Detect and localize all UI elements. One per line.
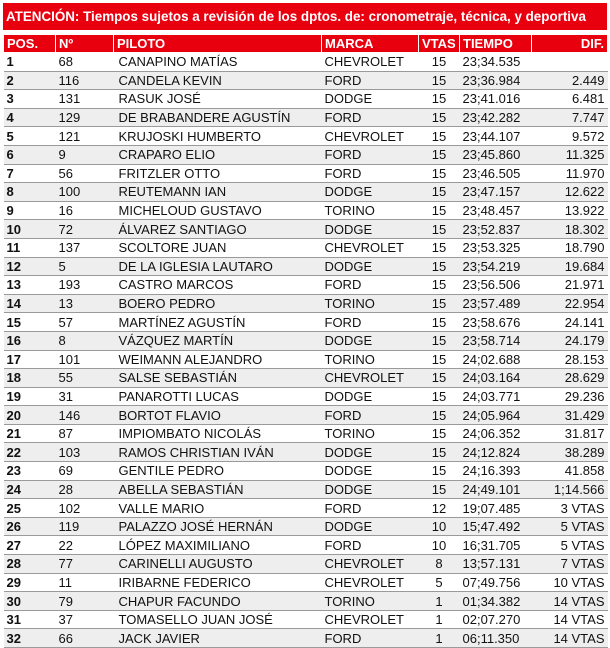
cell-num: 11 [56,573,114,592]
table-row [4,108,608,127]
cell-piloto: VÁZQUEZ MARTÍN [114,331,322,350]
cell-marca: DODGE [322,220,419,239]
cell-vtas: 15 [419,201,460,220]
cell-vtas: 15 [419,387,460,406]
cell-tiempo: 19;07.485 [460,499,532,518]
cell-tiempo: 01;34.382 [460,592,532,611]
cell-num: 37 [56,610,114,629]
cell-marca: CHEVROLET [322,555,419,574]
cell-vtas: 1 [419,629,460,648]
cell-piloto: BOERO PEDRO [114,294,322,313]
cell-pos: 32 [4,629,56,648]
table-row [4,145,608,164]
cell-tiempo: 23;47.157 [460,183,532,202]
cell-marca: CHEVROLET [322,127,419,146]
cell-tiempo: 13;57.131 [460,555,532,574]
cell-pos: 8 [4,183,56,202]
cell-piloto: KRUJOSKI HUMBERTO [114,127,322,146]
cell-tiempo: 24;49.101 [460,480,532,499]
cell-piloto: DE BRABANDERE AGUSTÍN [114,108,322,127]
cell-piloto: PANAROTTI LUCAS [114,387,322,406]
header-piloto: PILOTO [114,35,322,53]
cell-num: 68 [56,53,114,72]
cell-marca: TORINO [322,592,419,611]
cell-num: 69 [56,462,114,481]
cell-marca: DODGE [322,331,419,350]
cell-num: 102 [56,499,114,518]
cell-num: 22 [56,536,114,555]
cell-vtas: 15 [419,71,460,90]
cell-vtas: 15 [419,220,460,239]
results-sheet [3,0,607,648]
cell-piloto: LÓPEZ MAXIMILIANO [114,536,322,555]
cell-vtas: 15 [419,238,460,257]
cell-pos: 29 [4,573,56,592]
cell-piloto: TOMASELLO JUAN JOSÉ [114,610,322,629]
cell-marca: FORD [322,145,419,164]
table-row [4,350,608,369]
table-row [4,610,608,629]
cell-vtas: 15 [419,164,460,183]
cell-dif: 3 VTAS [532,499,608,518]
cell-dif: 12.622 [532,183,608,202]
cell-marca: TORINO [322,424,419,443]
cell-marca: TORINO [322,294,419,313]
cell-piloto: WEIMANN ALEJANDRO [114,350,322,369]
cell-num: 137 [56,238,114,257]
cell-num: 87 [56,424,114,443]
cell-marca: DODGE [322,183,419,202]
cell-dif: 11.325 [532,145,608,164]
cell-marca: FORD [322,108,419,127]
cell-pos: 7 [4,164,56,183]
cell-marca: FORD [322,313,419,332]
cell-tiempo: 23;36.984 [460,71,532,90]
cell-pos: 21 [4,424,56,443]
cell-tiempo: 23;53.325 [460,238,532,257]
cell-vtas: 15 [419,424,460,443]
cell-pos: 16 [4,331,56,350]
cell-piloto: ÁLVAREZ SANTIAGO [114,220,322,239]
cell-tiempo: 23;52.837 [460,220,532,239]
cell-dif: 38.289 [532,443,608,462]
table-row [4,406,608,425]
cell-tiempo: 23;58.676 [460,313,532,332]
cell-dif: 6.481 [532,90,608,109]
cell-pos: 31 [4,610,56,629]
cell-tiempo: 15;47.492 [460,517,532,536]
cell-pos: 19 [4,387,56,406]
cell-dif: 28.153 [532,350,608,369]
cell-num: 77 [56,555,114,574]
cell-vtas: 15 [419,145,460,164]
table-row [4,480,608,499]
cell-marca: FORD [322,629,419,648]
cell-dif: 14 VTAS [532,592,608,611]
cell-pos: 2 [4,71,56,90]
cell-tiempo: 23;46.505 [460,164,532,183]
cell-pos: 26 [4,517,56,536]
cell-tiempo: 24;06.352 [460,424,532,443]
table-row [4,90,608,109]
cell-num: 28 [56,480,114,499]
cell-vtas: 1 [419,592,460,611]
table-row [4,53,608,72]
cell-dif: 22.954 [532,294,608,313]
cell-num: 16 [56,201,114,220]
cell-num: 5 [56,257,114,276]
cell-tiempo: 23;41.016 [460,90,532,109]
cell-vtas: 15 [419,294,460,313]
cell-piloto: SALSE SEBASTIÁN [114,369,322,388]
cell-piloto: CANDELA KEVIN [114,71,322,90]
cell-num: 72 [56,220,114,239]
cell-num: 103 [56,443,114,462]
cell-pos: 10 [4,220,56,239]
cell-dif: 31.429 [532,406,608,425]
cell-marca: DODGE [322,517,419,536]
table-row [4,276,608,295]
cell-vtas: 1 [419,610,460,629]
cell-pos: 30 [4,592,56,611]
cell-marca: DODGE [322,443,419,462]
header-pos: POS. [4,35,56,53]
cell-num: 9 [56,145,114,164]
table-row [4,517,608,536]
cell-num: 100 [56,183,114,202]
cell-marca: FORD [322,499,419,518]
table-row [4,257,608,276]
cell-num: 79 [56,592,114,611]
cell-num: 119 [56,517,114,536]
cell-piloto: CHAPUR FACUNDO [114,592,322,611]
table-row [4,183,608,202]
cell-piloto: JACK JAVIER [114,629,322,648]
cell-marca: CHEVROLET [322,369,419,388]
cell-num: 101 [56,350,114,369]
cell-piloto: BORTOT FLAVIO [114,406,322,425]
table-row [4,536,608,555]
cell-tiempo: 23;56.506 [460,276,532,295]
cell-pos: 1 [4,53,56,72]
cell-marca: CHEVROLET [322,573,419,592]
table-body [4,53,608,648]
cell-tiempo: 24;16.393 [460,462,532,481]
cell-marca: DODGE [322,480,419,499]
cell-vtas: 15 [419,276,460,295]
cell-marca: FORD [322,536,419,555]
cell-tiempo: 23;34.535 [460,53,532,72]
cell-marca: DODGE [322,387,419,406]
cell-marca: DODGE [322,90,419,109]
table-row [4,201,608,220]
cell-vtas: 15 [419,90,460,109]
cell-vtas: 15 [419,183,460,202]
cell-num: 121 [56,127,114,146]
cell-vtas: 12 [419,499,460,518]
cell-piloto: VALLE MARIO [114,499,322,518]
cell-dif: 18.302 [532,220,608,239]
cell-pos: 3 [4,90,56,109]
cell-marca: FORD [322,276,419,295]
cell-dif: 10 VTAS [532,573,608,592]
cell-tiempo: 24;03.771 [460,387,532,406]
cell-num: 31 [56,387,114,406]
cell-vtas: 15 [419,406,460,425]
cell-vtas: 15 [419,53,460,72]
cell-num: 13 [56,294,114,313]
cell-dif: 1;14.566 [532,480,608,499]
cell-tiempo: 07;49.756 [460,573,532,592]
table-row [4,462,608,481]
cell-num: 56 [56,164,114,183]
cell-vtas: 15 [419,108,460,127]
cell-num: 57 [56,313,114,332]
cell-tiempo: 06;11.350 [460,629,532,648]
cell-tiempo: 24;05.964 [460,406,532,425]
cell-vtas: 15 [419,443,460,462]
table-row [4,629,608,648]
cell-piloto: CARINELLI AUGUSTO [114,555,322,574]
header-marca: MARCA [322,35,419,53]
table-row [4,127,608,146]
table-row [4,573,608,592]
cell-pos: 11 [4,238,56,257]
cell-pos: 9 [4,201,56,220]
cell-piloto: CANAPINO MATÍAS [114,53,322,72]
cell-dif: 14 VTAS [532,629,608,648]
cell-piloto: IMPIOMBATO NICOLÁS [114,424,322,443]
cell-pos: 5 [4,127,56,146]
cell-pos: 15 [4,313,56,332]
cell-vtas: 15 [419,257,460,276]
cell-tiempo: 23;57.489 [460,294,532,313]
cell-piloto: REUTEMANN IAN [114,183,322,202]
cell-marca: FORD [322,71,419,90]
table-row [4,71,608,90]
cell-vtas: 15 [419,462,460,481]
cell-dif: 24.179 [532,331,608,350]
cell-vtas: 15 [419,331,460,350]
table-row [4,164,608,183]
cell-piloto: RASUK JOSÉ [114,90,322,109]
cell-pos: 27 [4,536,56,555]
cell-pos: 22 [4,443,56,462]
cell-marca: FORD [322,164,419,183]
table-row [4,592,608,611]
table-row [4,424,608,443]
cell-dif: 14 VTAS [532,610,608,629]
cell-piloto: RAMOS CHRISTIAN IVÁN [114,443,322,462]
cell-tiempo: 24;02.688 [460,350,532,369]
cell-marca: TORINO [322,201,419,220]
cell-pos: 14 [4,294,56,313]
cell-piloto: SCOLTORE JUAN [114,238,322,257]
cell-pos: 6 [4,145,56,164]
cell-vtas: 15 [419,127,460,146]
cell-num: 116 [56,71,114,90]
cell-piloto: IRIBARNE FEDERICO [114,573,322,592]
cell-pos: 24 [4,480,56,499]
cell-dif: 19.684 [532,257,608,276]
cell-piloto: DE LA IGLESIA LAUTARO [114,257,322,276]
cell-num: 55 [56,369,114,388]
cell-pos: 20 [4,406,56,425]
cell-num: 66 [56,629,114,648]
header-tiempo: TIEMPO [460,35,532,53]
cell-marca: DODGE [322,257,419,276]
cell-pos: 13 [4,276,56,295]
cell-dif: 5 VTAS [532,536,608,555]
cell-num: 129 [56,108,114,127]
cell-vtas: 5 [419,573,460,592]
cell-tiempo: 23;45.860 [460,145,532,164]
cell-tiempo: 24;03.164 [460,369,532,388]
cell-marca: CHEVROLET [322,53,419,72]
cell-piloto: MICHELOUD GUSTAVO [114,201,322,220]
cell-vtas: 15 [419,313,460,332]
table-header [4,35,608,53]
cell-marca: DODGE [322,462,419,481]
header-dif: DIF. [532,35,608,53]
cell-dif: 29.236 [532,387,608,406]
header-row [4,35,608,53]
cell-dif: 24.141 [532,313,608,332]
cell-pos: 28 [4,555,56,574]
revision-notice: ATENCIÓN: Tiempos sujetos a revisión de los dptos. de: cronometraje, técnica, y deportiva [3,3,607,30]
cell-dif: 31.817 [532,424,608,443]
table-row [4,555,608,574]
cell-vtas: 8 [419,555,460,574]
cell-num: 146 [56,406,114,425]
cell-dif: 9.572 [532,127,608,146]
cell-pos: 4 [4,108,56,127]
cell-dif: 5 VTAS [532,517,608,536]
table-row [4,443,608,462]
header-num: Nº [56,35,114,53]
table-row [4,387,608,406]
cell-tiempo: 23;42.282 [460,108,532,127]
cell-piloto: ABELLA SEBASTIÁN [114,480,322,499]
cell-dif [532,53,608,72]
cell-marca: CHEVROLET [322,238,419,257]
table-row [4,331,608,350]
cell-tiempo: 02;07.270 [460,610,532,629]
table-row [4,369,608,388]
cell-tiempo: 24;12.824 [460,443,532,462]
cell-dif: 28.629 [532,369,608,388]
cell-vtas: 15 [419,369,460,388]
cell-pos: 23 [4,462,56,481]
cell-dif: 11.970 [532,164,608,183]
header-vtas: VTAS [419,35,460,53]
cell-dif: 21.971 [532,276,608,295]
table-row [4,220,608,239]
cell-dif: 41.858 [532,462,608,481]
cell-tiempo: 16;31.705 [460,536,532,555]
cell-pos: 12 [4,257,56,276]
cell-piloto: FRITZLER OTTO [114,164,322,183]
cell-dif: 7.747 [532,108,608,127]
cell-tiempo: 23;48.457 [460,201,532,220]
cell-pos: 25 [4,499,56,518]
cell-marca: CHEVROLET [322,610,419,629]
cell-piloto: CASTRO MARCOS [114,276,322,295]
cell-vtas: 15 [419,350,460,369]
results-table [3,34,608,648]
cell-dif: 18.790 [532,238,608,257]
cell-dif: 13.922 [532,201,608,220]
table-row [4,499,608,518]
cell-num: 131 [56,90,114,109]
table-row [4,294,608,313]
cell-piloto: MARTÍNEZ AGUSTÍN [114,313,322,332]
cell-dif: 2.449 [532,71,608,90]
cell-pos: 18 [4,369,56,388]
cell-tiempo: 23;54.219 [460,257,532,276]
cell-num: 8 [56,331,114,350]
cell-num: 193 [56,276,114,295]
cell-dif: 7 VTAS [532,555,608,574]
cell-vtas: 15 [419,480,460,499]
table-row [4,238,608,257]
cell-tiempo: 23;58.714 [460,331,532,350]
cell-vtas: 10 [419,536,460,555]
cell-pos: 17 [4,350,56,369]
table-row [4,313,608,332]
cell-piloto: CRAPARO ELIO [114,145,322,164]
cell-marca: TORINO [322,350,419,369]
cell-vtas: 10 [419,517,460,536]
cell-marca: FORD [322,406,419,425]
cell-piloto: GENTILE PEDRO [114,462,322,481]
cell-piloto: PALAZZO JOSÉ HERNÁN [114,517,322,536]
cell-tiempo: 23;44.107 [460,127,532,146]
